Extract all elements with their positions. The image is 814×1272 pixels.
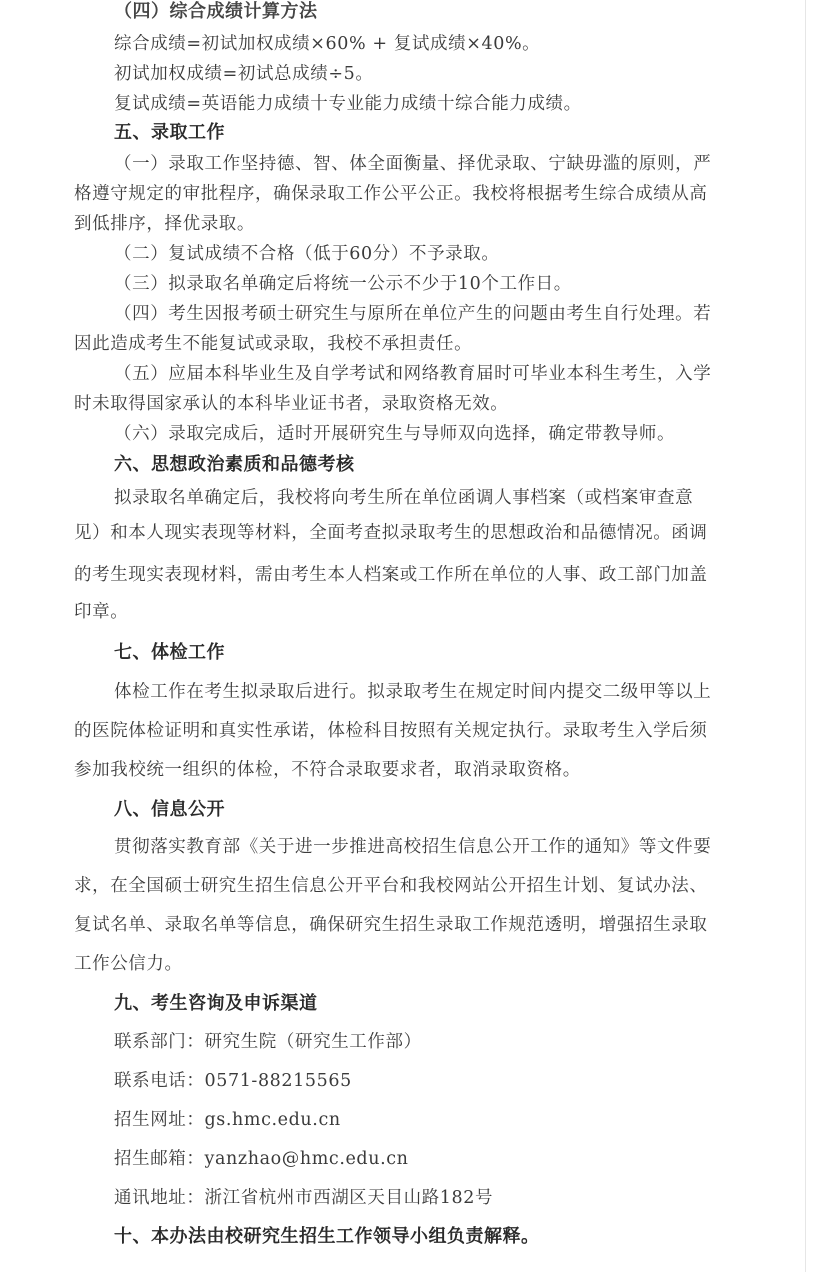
paragraph-line: 的考生现实表现材料，需由考生本人档案或工作所在单位的人事、政工部门加盖	[74, 565, 708, 585]
paragraph-line: 复试名单、录取名单等信息，确保研究生招生录取工作规范透明，增强招生录取	[74, 915, 708, 935]
paragraph-line: 到低排序，择优录取。	[74, 214, 255, 234]
paragraph-line: 综合成绩=初试加权成绩×60% + 复试成绩×40%。	[114, 34, 541, 54]
contact-phone: 联系电话：0571-88215565	[114, 1071, 352, 1091]
page-edge-divider	[805, 0, 806, 1272]
paragraph-line: （五）应届本科毕业生及自学考试和网络教育届时可毕业本科生考生，入学	[114, 364, 712, 384]
paragraph-line: 工作公信力。	[74, 954, 183, 974]
contact-website: 招生网址：gs.hmc.edu.cn	[114, 1110, 341, 1130]
paragraph-line: 求，在全国硕士研究生招生信息公开平台和我校网站公开招生计划、复试办法、	[74, 876, 708, 896]
paragraph-line: 印章。	[74, 602, 129, 622]
paragraph-line: （二）复试成绩不合格（低于60分）不予录取。	[114, 244, 500, 264]
section-heading-inquiry-channels: 九、考生咨询及申诉渠道	[114, 993, 318, 1014]
section-heading-admission: 五、录取工作	[114, 122, 225, 143]
paragraph-line: 见）和本人现实表现等材料，全面考查拟录取考生的思想政治和品德情况。函调	[74, 523, 708, 543]
paragraph-line: 贯彻落实教育部《关于进一步推进高校招生信息公开工作的通知》等文件要	[114, 837, 712, 857]
paragraph-line: （六）录取完成后，适时开展研究生与导师双向选择，确定带教导师。	[114, 424, 676, 444]
paragraph-line: 复试成绩=英语能力成绩十专业能力成绩十综合能力成绩。	[114, 94, 582, 114]
paragraph-line: （三）拟录取名单确定后将统一公示不少于10个工作日。	[114, 274, 572, 294]
paragraph-line: 格遵守规定的审批程序，确保录取工作公平公正。我校将根据考生综合成绩从高	[74, 184, 708, 204]
paragraph-line: 时未取得国家承认的本科毕业证书者，录取资格无效。	[74, 394, 509, 414]
contact-email: 招生邮箱：yanzhao@hmc.edu.cn	[114, 1149, 409, 1169]
subsection-heading-score-method: （四）综合成绩计算方法	[114, 1, 318, 22]
paragraph-line: 体检工作在考生拟录取后进行。拟录取考生在规定时间内提交二级甲等以上	[114, 682, 712, 702]
paragraph-line: 初试加权成绩=初试总成绩÷5。	[114, 64, 374, 84]
paragraph-line: 因此造成考生不能复试或录取，我校不承担责任。	[74, 334, 473, 354]
contact-address: 通讯地址：浙江省杭州市西湖区天目山路182号	[114, 1188, 494, 1208]
paragraph-line: （四）考生因报考硕士研究生与原所在单位产生的问题由考生自行处理。若	[114, 304, 712, 324]
section-heading-interpretation: 十、本办法由校研究生招生工作领导小组负责解释。	[114, 1226, 540, 1247]
contact-department: 联系部门：研究生院（研究生工作部）	[114, 1032, 422, 1052]
section-heading-information-disclosure: 八、信息公开	[114, 799, 225, 820]
section-heading-medical-exam: 七、体检工作	[114, 642, 225, 663]
paragraph-line: （一）录取工作坚持德、智、体全面衡量、择优录取、宁缺毋滥的原则，严	[114, 154, 712, 174]
paragraph-line: 参加我校统一组织的体检，不符合录取要求者，取消录取资格。	[74, 760, 581, 780]
paragraph-line: 的医院体检证明和真实性承诺，体检科目按照有关规定执行。录取考生入学后须	[74, 721, 708, 741]
paragraph-line: 拟录取名单确定后，我校将向考生所在单位函调人事档案（或档案审查意	[114, 488, 694, 508]
section-heading-political-check: 六、思想政治素质和品德考核	[114, 454, 355, 475]
